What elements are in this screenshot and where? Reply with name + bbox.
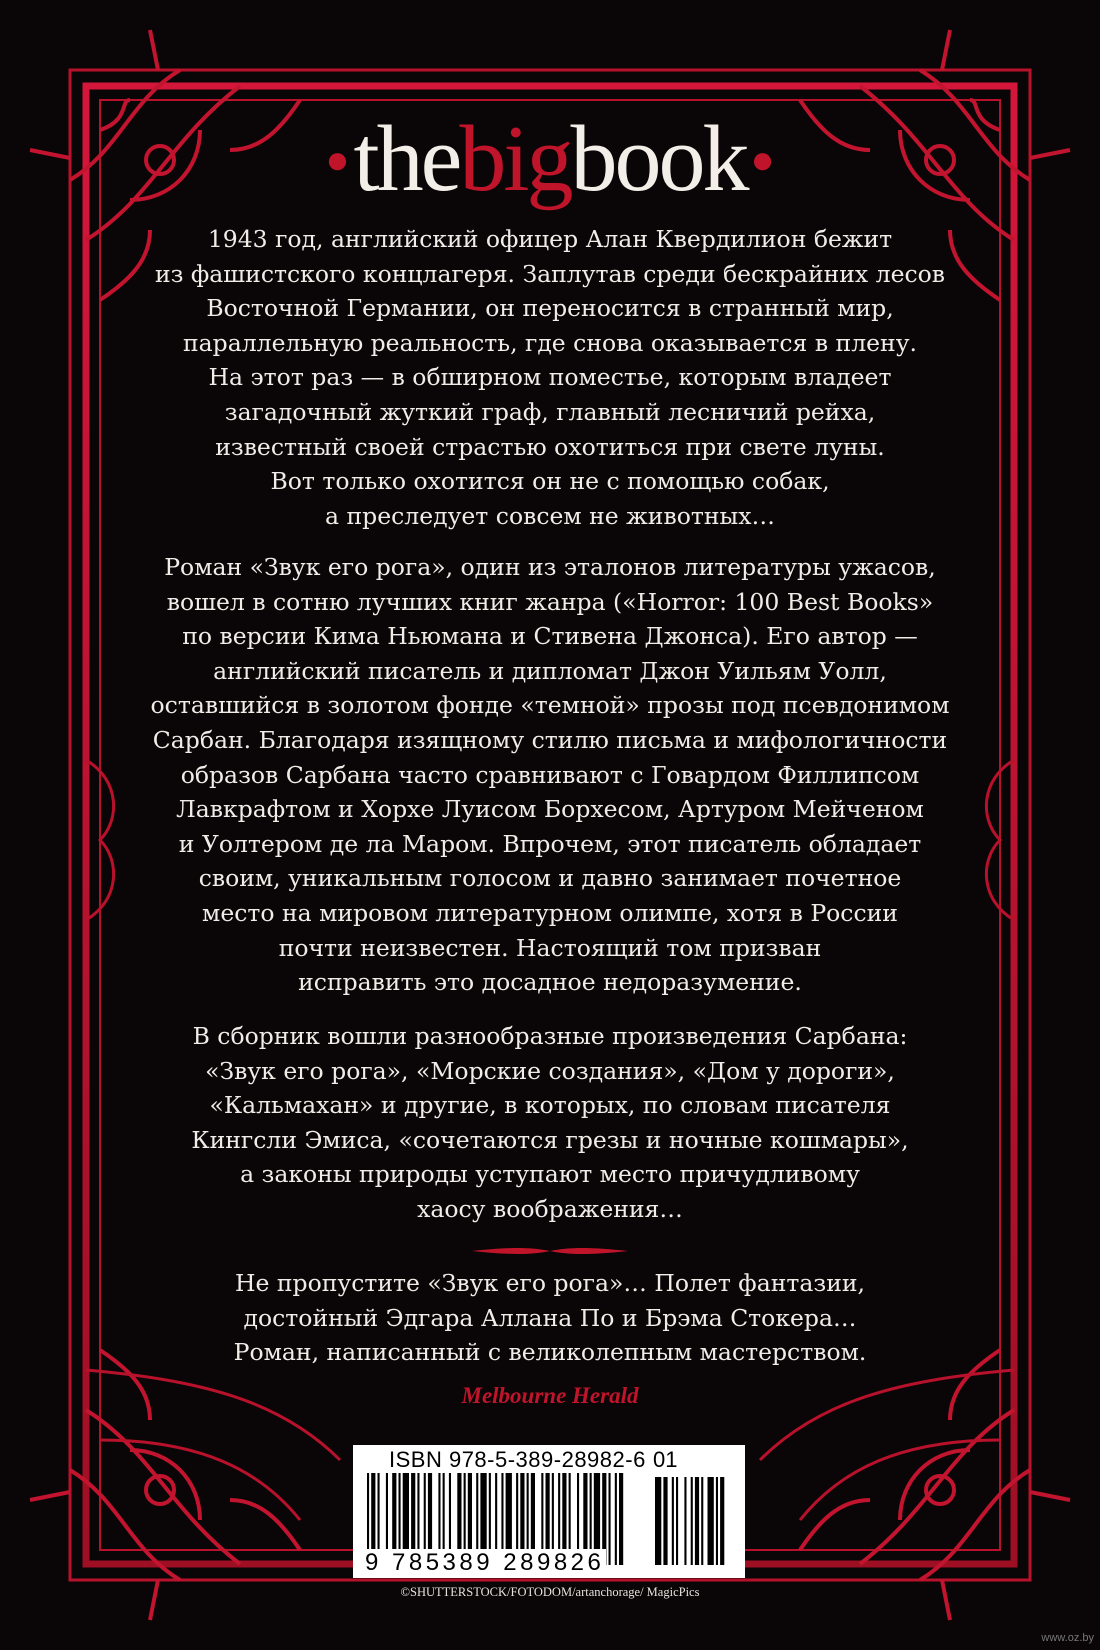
addon-bar — [684, 1477, 686, 1565]
description-line: 1943 год, английский офицер Алан Квердилион бежит — [207, 225, 893, 253]
about-line: вошел в сотню лучших книг жанра («Horror: 100 Best Books» — [166, 587, 934, 616]
about-line: Сарбан. Благодаря изящному стилю письма и мифологичности — [152, 725, 948, 754]
addon-bar — [708, 1477, 714, 1565]
description-line: загадочный жуткий граф, главный лесничий рейха, — [224, 397, 876, 426]
collection-line: Кингсли Эмиса, «сочетаются грезы и ночные кошмары», — [191, 1125, 909, 1154]
about-line: почти неизвестен. Настоящий том призван — [278, 933, 822, 962]
about-line: английский писатель и дипломат Джон Уильям Уолл, — [213, 656, 887, 685]
barcode-bar — [609, 1473, 611, 1565]
isbn-addon: 01 — [653, 1447, 678, 1472]
addon-bar — [701, 1477, 703, 1565]
image-credits: ©SHUTTERSTOCK/FOTODOM/artanchorage/ MagicPics — [400, 1585, 700, 1599]
collection-line: хаосу воображения… — [417, 1194, 683, 1223]
about-line: своим, уникальным голосом и давно занимает почетное — [198, 864, 902, 893]
about-line: образов Сарбана часто сравнивают с Говардом Филлипсом — [180, 760, 920, 789]
addon-bar — [695, 1477, 699, 1565]
addon-bar — [663, 1477, 667, 1565]
description-line: из фашистского концлагеря. Заплутав среди бескрайних лесов — [154, 259, 946, 288]
about-line: Роман «Звук его рога», один из эталонов литературы ужасов, — [164, 553, 936, 581]
collection-paragraph — [150, 1019, 950, 1227]
about-line: оставшийся в золотом фонде «темной» прозы под псевдонимом — [150, 691, 950, 720]
about-line: и Уолтером де ла Маром. Впрочем, этот писатель обладает — [178, 829, 922, 858]
description-line: Восточной Германии, он переносится в странный мир, — [206, 294, 894, 323]
quote-line: достойный Эдгара Аллана По и Брэма Стокера… — [243, 1303, 857, 1332]
about-line: Лавкрафтом и Хорхе Луисом Борхесом, Артуром Мейченом — [176, 795, 924, 824]
addon-bar — [676, 1477, 678, 1565]
description-line: На этот раз — в обширном поместье, которым владеет — [208, 363, 892, 392]
ornamental-divider — [470, 1245, 630, 1257]
description-paragraph — [150, 222, 950, 533]
description-line: Вот только охотится он не с помощью собак, — [270, 467, 830, 496]
description-line: параллельную реальность, где снова оказывается в плену. — [183, 328, 917, 357]
description-line: известный своей страстью охотиться при свете луны. — [215, 432, 885, 461]
logo-big: big — [459, 107, 571, 211]
review-quote — [150, 1266, 950, 1370]
description-line: а преследует совсем не животных… — [325, 501, 775, 530]
logo-book: book — [570, 107, 747, 211]
about-line: по версии Кима Ньюмана и Стивена Джонса). Его автор — — [182, 622, 918, 651]
about-paragraph — [150, 550, 950, 1000]
quote-line: Не пропустите «Звук его рога»… Полет фантазии, — [235, 1269, 865, 1297]
addon-bar — [672, 1477, 674, 1565]
collection-line: «Звук его рога», «Морские создания», «Дом у дороги», — [205, 1056, 895, 1085]
collection-line: а законы природы уступают место причудливому — [240, 1160, 860, 1189]
logo-dot-left: ● — [325, 137, 350, 183]
barcode-bar — [619, 1473, 623, 1565]
about-line: исправить это досадное недоразумение. — [298, 968, 802, 997]
about-line: место на мировом литературном олимпе, хотя в России — [202, 898, 898, 927]
watermark: www.oz.by — [1041, 1632, 1094, 1644]
isbn-barcode — [353, 1445, 745, 1578]
logo-dot-right: ● — [750, 137, 775, 183]
quote-source: Melbourne Herald — [461, 1383, 639, 1408]
isbn-label: ISBN 978-5-389-28982-6 — [389, 1447, 646, 1472]
barcode-bar — [615, 1473, 617, 1565]
logo-the: the — [353, 107, 460, 211]
barcode-digits: 9 785389 289826 — [365, 1549, 605, 1576]
addon-bar — [655, 1477, 661, 1565]
publisher-logo — [0, 107, 1100, 211]
collection-line: В сборник вошли разнообразные произведения Сарбана: — [192, 1022, 908, 1050]
collection-line: «Кальмахан» и другие, в которых, по словам писателя — [209, 1091, 891, 1120]
addon-bar — [716, 1477, 718, 1565]
addon-bar — [691, 1477, 693, 1565]
addon-bar — [720, 1477, 724, 1565]
quote-line: Роман, написанный с великолепным мастерством. — [233, 1338, 867, 1367]
